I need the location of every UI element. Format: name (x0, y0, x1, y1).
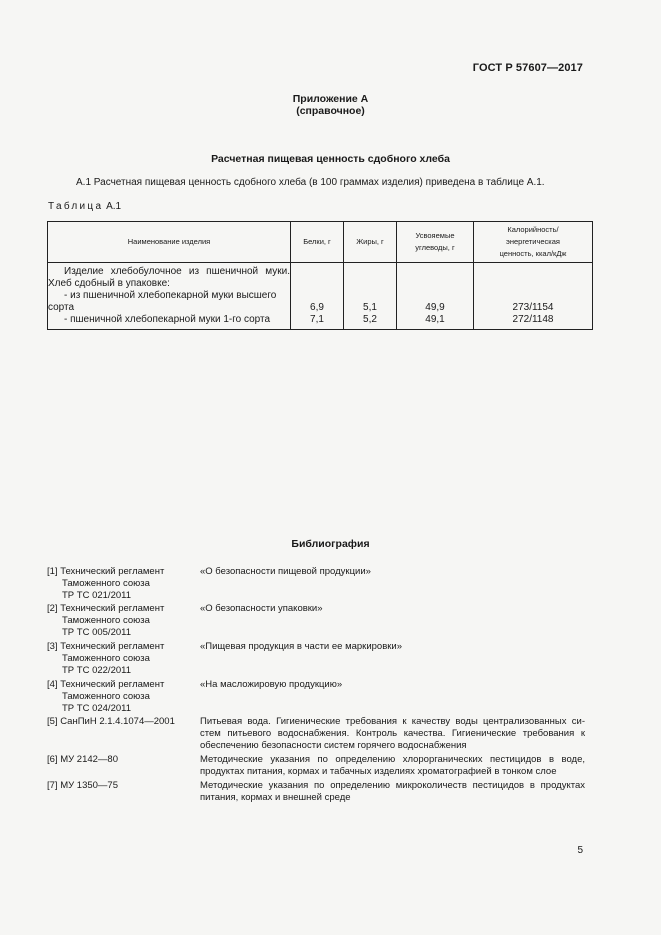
annex-title: Приложение А (292, 93, 369, 105)
section-title: Расчетная пищевая ценность сдобного хлеба (211, 153, 450, 165)
table-caption-word: Таблица (48, 201, 104, 212)
table-header-row (48, 222, 593, 263)
page-number: 5 (577, 845, 583, 856)
section-intro: А.1 Расчетная пищевая ценность сдобного хлеба (в 100 граммах изделия) приведена в таблице А.1. (76, 177, 545, 188)
energy-cell: 273/1154 272/1148 (474, 263, 593, 330)
header-fat: Жиры, г (344, 222, 397, 263)
standard-designation: ГОСТ Р 57607—2017 (472, 62, 583, 74)
fat-cell: 5,1 5,2 (344, 263, 397, 330)
table-row (48, 263, 593, 330)
annex-subtitle: (справочное) (296, 105, 365, 117)
table-caption-number: А.1 (106, 201, 122, 212)
header-protein: Белки, г (291, 222, 344, 263)
product-name-cell (48, 263, 291, 330)
product-line: Хлеб сдобный в упаковке: (48, 278, 170, 289)
header-carbs: Усвояемые углеводы, г (397, 222, 474, 263)
table-caption (48, 201, 121, 212)
protein-cell: 6,9 7,1 (291, 263, 344, 330)
product-line: Изделие хлебобулочное из пшеничной муки. (64, 266, 290, 277)
carbs-cell: 49,9 49,1 (397, 263, 474, 330)
product-line: - из пшеничной хлебопекарной муки высшего (64, 290, 277, 301)
product-line: - пшеничной хлебопекарной муки 1-го сорта (64, 314, 271, 325)
product-line: сорта (48, 302, 75, 313)
header-energy: Калорийность/ энергетическая ценность, ккал/кДж (474, 222, 593, 263)
bibliography-title: Библиография (291, 538, 370, 550)
header-product-name: Наименование изделия (48, 222, 291, 263)
nutrition-table (47, 221, 593, 330)
